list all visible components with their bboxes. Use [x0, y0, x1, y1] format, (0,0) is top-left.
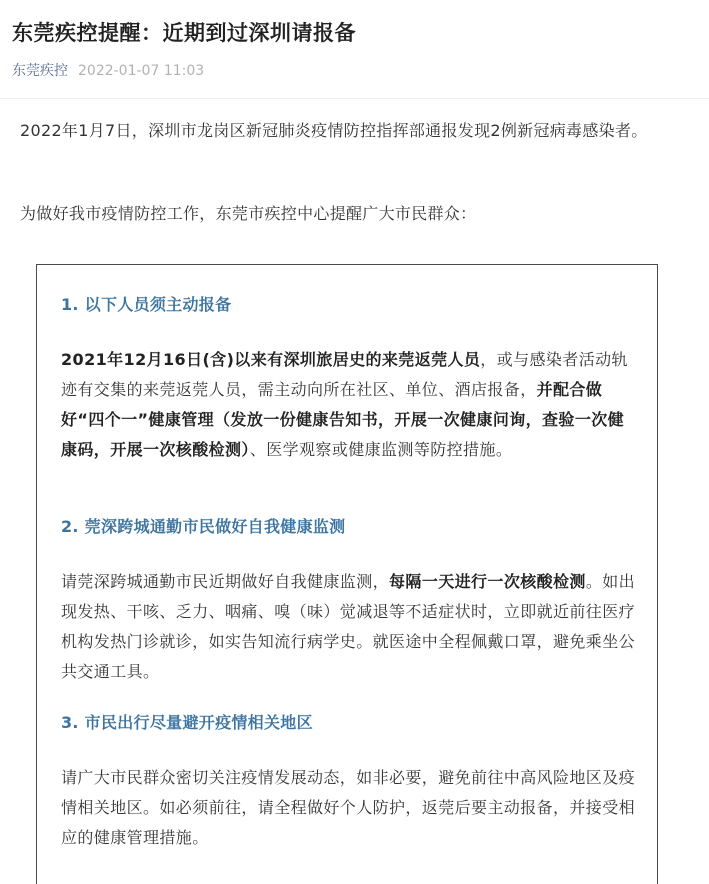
- section-body-1: [61, 345, 636, 465]
- section-2-text-1: 请莞深跨城通勤市民近期做好自我健康监测，: [61, 572, 390, 591]
- account-link[interactable]: 东莞疾控: [12, 63, 68, 79]
- section-1-bold-2: 并配合做好“四个一”健康管理（发放一份健康告知书，开展一次健康问询，查验一次健康码，开展一次核酸检测）: [61, 380, 625, 459]
- article-meta: [12, 60, 204, 82]
- section-title-2: 2. 莞深跨城通勤市民做好自我健康监测: [61, 517, 346, 536]
- section-body-2: [61, 567, 636, 687]
- section-2-bold-1: 每隔一天进行一次核酸检测: [389, 572, 586, 591]
- article-title: 东莞疾控提醒：近期到过深圳请报备: [12, 21, 356, 45]
- intro-reminder: 为做好我市疫情防控工作，东莞市疾控中心提醒广大市民群众：: [20, 204, 477, 223]
- section-1-text-2: 、医学观察或健康监测等防控措施。: [249, 440, 513, 459]
- section-3-text-1: 请广大市民群众密切关注疫情发展动态，如非必要，避免前往中高风险地区及疫情相关地区。如必须前往，请全程做好个人防护，返莞后要主动报备，并接受相应的健康管理措施。: [61, 768, 636, 847]
- section-2-text-2: 。如出现发热、干咳、乏力、咽痛、嗅（味）觉减退等不适症状时，立即就近前往医疗机构发热门诊就诊，如实告知流行病学史。就医途中全程佩戴口罩，避免乘坐公共交通工具。: [61, 572, 636, 681]
- section-body-3: [61, 763, 636, 853]
- divider: [0, 98, 709, 99]
- intro-paragraph: 2022年1月7日，深圳市龙岗区新冠肺炎疫情防控指挥部通报发现2例新冠病毒感染者。: [20, 121, 648, 140]
- section-title-3: 3. 市民出行尽量避开疫情相关地区: [61, 713, 313, 732]
- section-title-1: 1. 以下人员须主动报备: [61, 295, 232, 314]
- notice-box: [36, 264, 658, 884]
- section-1-bold-1: 2021年12月16日(含)以来有深圳旅居史的来莞返莞人员: [61, 350, 481, 369]
- publish-date: 2022-01-07 11:03: [78, 63, 205, 79]
- section-1-text-1: ，或与感染者活动轨迹有交集的来莞返莞人员，需主动向所在社区、单位、酒店报备，: [61, 350, 628, 399]
